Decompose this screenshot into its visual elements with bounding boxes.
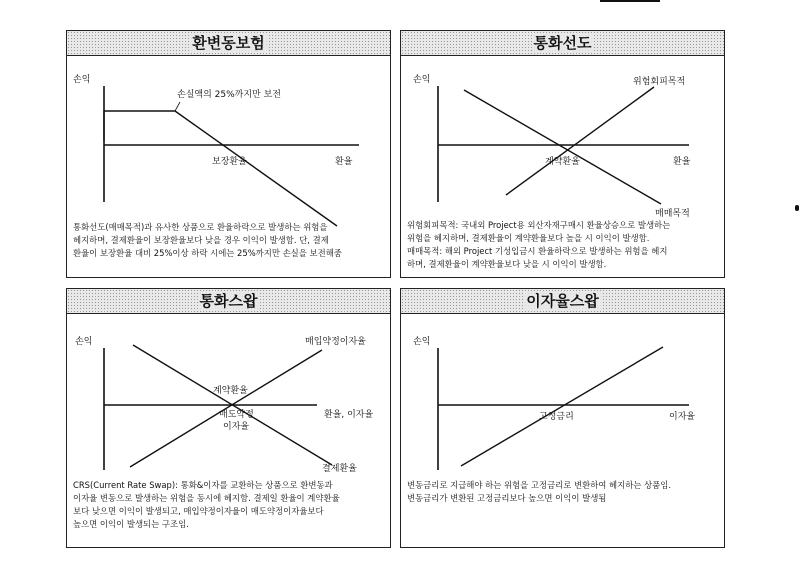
- x-axis-label: 이자율: [669, 412, 696, 422]
- payoff-diagram: [67, 314, 392, 479]
- description-line: 위험을 헤지하며, 결제환율이 계약환율보다 높을 시 이익이 발생함.: [407, 233, 650, 243]
- panel-interest-rate-swap: [400, 288, 725, 548]
- panel-title: [67, 31, 390, 56]
- description-line: 높으면 이익이 발생되는 구조임.: [73, 519, 189, 529]
- swap-payoff-line: [461, 347, 663, 466]
- panel-description: [73, 479, 386, 531]
- payoff-diagram: [67, 56, 392, 206]
- contract-rate-label: 계약환율: [213, 386, 248, 396]
- y-axis-label: 손익: [73, 75, 91, 85]
- description-line: 환율이 보장환율 대비 25%이상 하락 시에는 25%까지만 손실을 보전해줌: [73, 248, 342, 258]
- panel-title: [67, 289, 390, 314]
- description-line: 매매목적: 해외 Project 기성입금시 환율하락으로 발생하는 위험을 헤지: [407, 246, 668, 256]
- panel-description: [73, 221, 386, 260]
- scan-mark: [600, 0, 660, 2]
- settlement-rate-label: 결제환율: [322, 464, 357, 474]
- panel-title-text: 환변동보험: [192, 34, 265, 52]
- x-axis-label: 환율: [673, 157, 691, 167]
- description-line: 보다 낮으면 이익이 발생되고, 매입약정이자율이 매도약정이자율보다: [73, 506, 324, 516]
- y-axis-label: 손익: [413, 75, 431, 85]
- description-line: 위험회피목적: 국내외 Project용 외산자재구매시 환율상승으로 발생하는: [407, 220, 671, 230]
- x-axis-label: 환율: [335, 157, 353, 167]
- insurance-payoff-line: [104, 111, 337, 226]
- panel-title-text: 통화스왑: [199, 292, 258, 310]
- payoff-diagram: [401, 314, 726, 479]
- y-axis-label: 손익: [413, 337, 431, 347]
- buy-rate-label: 매입약정이자율: [305, 337, 366, 347]
- description-line: 이자율 변동으로 발생하는 위험을 동시에 헤지함. 결제일 환율이 계약환율: [73, 493, 340, 503]
- sell-rate-label: 이자율: [223, 422, 250, 432]
- description-line: 통화선도(매매목적)과 유사한 상품으로 환율하락으로 발생하는 위험을: [73, 222, 328, 232]
- sell-rate-label: 매도약정: [219, 410, 254, 420]
- cap-note-leader: [175, 102, 180, 111]
- description-line: 하며, 결제환율이 계약환율보다 낮을 시 이익이 발생함.: [407, 259, 607, 269]
- description-line: CRS(Current Rate Swap): 통화&이자를 교환하는 상품으로 환변동과: [73, 480, 333, 490]
- hedging-purpose-line: [506, 87, 654, 195]
- contract-rate-label: 계약환율: [545, 157, 580, 167]
- x-axis-label: 환율, 이자율: [324, 410, 374, 420]
- panel-title: [401, 289, 724, 314]
- panel-description: [407, 479, 720, 505]
- panel-title: [401, 31, 724, 56]
- guaranteed-rate-label: 보장환율: [212, 157, 247, 167]
- description-line: 변동금리로 지급해야 하는 위험을 고정금리로 변환하여 헤지하는 상품임.: [407, 480, 672, 490]
- panel-title-text: 이자율스왑: [526, 292, 599, 310]
- fixed-rate-label: 고정금리: [539, 412, 574, 422]
- panel-currency-forward: [400, 30, 725, 278]
- trading-purpose-line: [464, 90, 661, 204]
- panel-description: [407, 219, 720, 271]
- hedging-purpose-label: 위험회피목적: [633, 77, 686, 87]
- description-line: 변동금리가 변환된 고정금리보다 높으면 이익이 발생됨: [407, 493, 607, 503]
- scan-mark: [795, 205, 799, 211]
- panel-title-text: 통화선도: [533, 34, 592, 52]
- cap-note-label: 손실액의 25%까지만 보전: [177, 90, 281, 100]
- trading-purpose-label: 매매목적: [655, 209, 690, 219]
- description-line: 헤지하며, 결제환율이 보장환율보다 낮을 경우 이익이 발생함. 단, 결제: [73, 235, 329, 245]
- buy-rate-line: [130, 350, 322, 467]
- payoff-diagram: [401, 56, 726, 219]
- y-axis-label: 손익: [75, 337, 93, 347]
- panel-currency-swap: [66, 288, 391, 548]
- panel-fx-insurance: [66, 30, 391, 278]
